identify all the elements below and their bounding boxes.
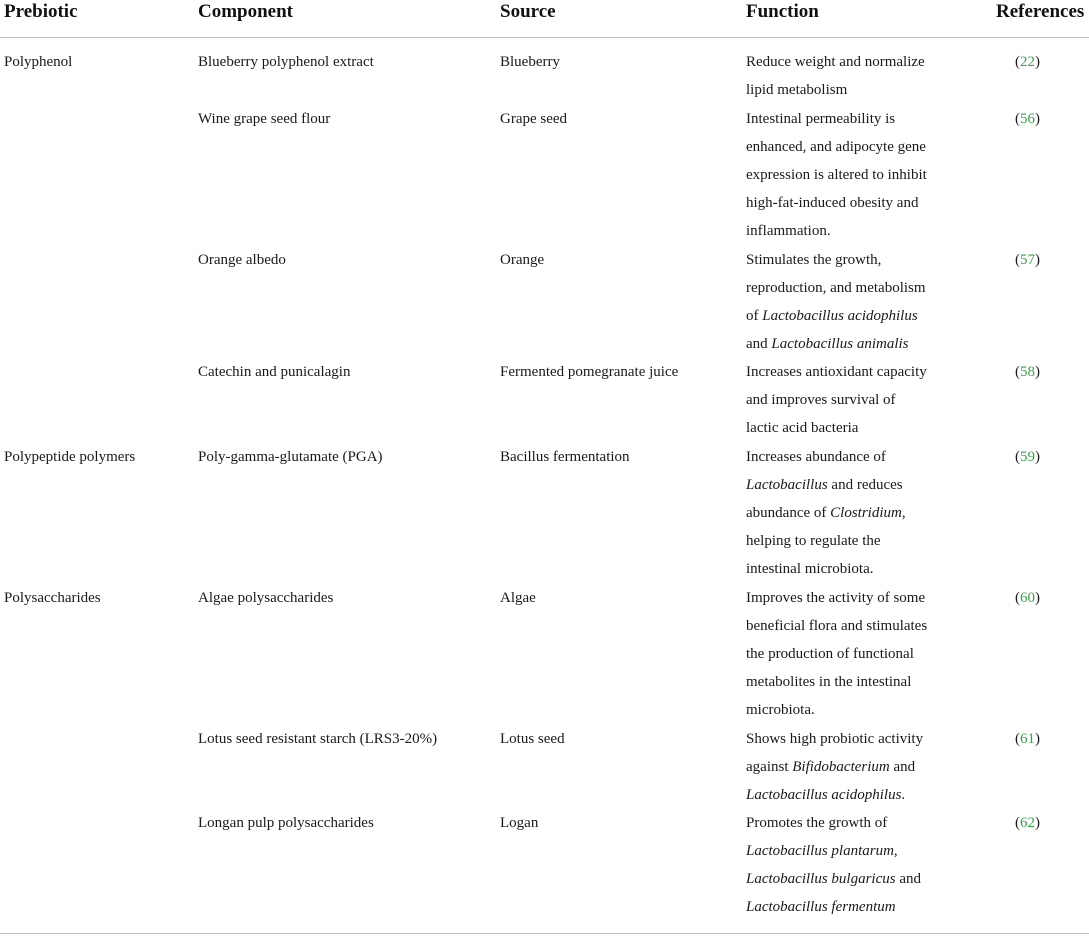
taxon-name: Lactobacillus acidophilus — [746, 787, 902, 803]
function-text: Stimulates the growth, — [746, 252, 882, 268]
function-cell — [746, 358, 946, 442]
reference-cell: (58) — [1015, 364, 1040, 380]
prebiotic-cell: Polysaccharides — [4, 590, 101, 606]
function-text: of — [746, 308, 763, 324]
function-text: Promotes the growth of — [746, 815, 888, 831]
source-cell: Grape seed — [500, 111, 568, 127]
component-cell: Wine grape seed flour — [198, 111, 331, 127]
reference-cell: (57) — [1015, 252, 1040, 268]
function-text: , — [901, 505, 906, 521]
component-cell: Algae polysaccharides — [198, 590, 334, 606]
function-text: Increases abundance of — [746, 449, 886, 465]
function-text: and — [746, 336, 772, 352]
function-text: abundance of — [746, 505, 831, 521]
function-text: lipid metabolism — [746, 82, 848, 98]
function-line — [746, 725, 946, 753]
function-text: intestinal microbiota. — [746, 561, 874, 577]
source-cell: Orange — [500, 252, 545, 268]
component-cell: Longan pulp polysaccharides — [198, 815, 374, 831]
function-line — [746, 471, 946, 499]
function-cell — [746, 809, 946, 921]
function-line — [746, 696, 946, 724]
function-text: expression is altered to inhibit — [746, 167, 927, 183]
function-text: Intestinal permeability is — [746, 111, 896, 127]
function-line — [746, 76, 946, 104]
function-line — [746, 809, 946, 837]
header-source: Source — [500, 1, 556, 22]
reference-link[interactable]: 57 — [1020, 252, 1035, 268]
function-line — [746, 189, 946, 217]
component-cell: Lotus seed resistant starch (LRS3-20%) — [198, 731, 438, 747]
function-line — [746, 837, 946, 865]
function-text: helping to regulate the — [746, 533, 881, 549]
function-text: inflammation. — [746, 223, 831, 239]
function-line — [746, 781, 946, 809]
function-line — [746, 246, 946, 274]
component-cell: Orange albedo — [198, 252, 286, 268]
source-cell: Logan — [500, 815, 539, 831]
reference-cell: (22) — [1015, 54, 1040, 70]
function-line — [746, 414, 946, 442]
function-line — [746, 161, 946, 189]
function-line — [746, 443, 946, 471]
component-cell: Blueberry polyphenol extract — [198, 54, 374, 70]
reference-link[interactable]: 60 — [1020, 590, 1035, 606]
function-line — [746, 48, 946, 76]
function-text: beneficial flora and stimulates — [746, 618, 928, 634]
header-divider — [0, 37, 1089, 38]
source-cell: Bacillus fermentation — [500, 449, 630, 465]
function-line — [746, 865, 946, 893]
reference-cell: (56) — [1015, 111, 1040, 127]
source-cell: Lotus seed — [500, 731, 565, 747]
function-line — [746, 555, 946, 583]
function-line — [746, 499, 946, 527]
function-text: and — [895, 871, 922, 887]
function-cell — [746, 105, 946, 245]
taxon-name: Lactobacillus acidophilus — [762, 308, 918, 324]
component-cell: Poly-gamma-glutamate (PGA) — [198, 449, 383, 465]
function-text: the production of functional — [746, 646, 914, 662]
function-cell — [746, 725, 946, 809]
taxon-name: Lactobacillus bulgaricus — [746, 871, 896, 887]
function-text: enhanced, and adipocyte gene — [746, 139, 926, 155]
header-component: Component — [198, 1, 294, 22]
header-prebiotic: Prebiotic — [4, 1, 78, 22]
function-line — [746, 105, 946, 133]
function-text: Reduce weight and normalize — [746, 54, 925, 70]
function-text: Increases antioxidant capacity — [746, 364, 927, 380]
taxon-name: Clostridium — [830, 505, 902, 521]
function-line — [746, 358, 946, 386]
function-text: and — [889, 759, 916, 775]
header-references: References — [996, 1, 1085, 22]
reference-cell: (61) — [1015, 731, 1040, 747]
function-line — [746, 330, 946, 358]
function-line — [746, 612, 946, 640]
reference-cell: (59) — [1015, 449, 1040, 465]
function-text: metabolites in the intestinal — [746, 674, 912, 690]
reference-link[interactable]: 22 — [1020, 54, 1035, 70]
source-cell: Fermented pomegranate juice — [500, 364, 679, 380]
reference-link[interactable]: 56 — [1020, 111, 1035, 127]
function-line — [746, 133, 946, 161]
prebiotic-cell: Polyphenol — [4, 54, 73, 70]
function-line — [746, 217, 946, 245]
taxon-name: Lactobacillus plantarum — [746, 843, 894, 859]
function-text: lactic acid bacteria — [746, 420, 859, 436]
prebiotic-cell: Polypeptide polymers — [4, 449, 136, 465]
function-text: Shows high probiotic activity — [746, 731, 924, 747]
taxon-name: Lactobacillus animalis — [771, 336, 909, 352]
function-line — [746, 302, 946, 330]
function-text: and reduces — [827, 477, 903, 493]
function-cell — [746, 246, 946, 358]
reference-cell: (60) — [1015, 590, 1040, 606]
function-line — [746, 640, 946, 668]
taxon-name: Lactobacillus fermentum — [746, 899, 896, 915]
function-text: against — [746, 759, 793, 775]
taxon-name: Lactobacillus — [746, 477, 828, 493]
source-cell: Blueberry — [500, 54, 560, 70]
taxon-name: Bifidobacterium — [792, 759, 890, 775]
reference-link[interactable]: 62 — [1020, 815, 1035, 831]
function-text: . — [901, 787, 906, 803]
function-cell — [746, 443, 946, 583]
function-text: Improves the activity of some — [746, 590, 926, 606]
function-text: reproduction, and metabolism — [746, 280, 926, 296]
source-cell: Algae — [500, 590, 536, 606]
table-bottom-divider — [0, 933, 1089, 934]
function-line — [746, 668, 946, 696]
function-cell — [746, 48, 946, 104]
function-text: , — [893, 843, 898, 859]
function-line — [746, 386, 946, 414]
reference-link[interactable]: 61 — [1020, 731, 1035, 747]
reference-link[interactable]: 59 — [1020, 449, 1035, 465]
function-line — [746, 753, 946, 781]
reference-link[interactable]: 58 — [1020, 364, 1035, 380]
function-line — [746, 584, 946, 612]
header-function: Function — [746, 1, 819, 22]
function-text: and improves survival of — [746, 392, 896, 408]
function-text: microbiota. — [746, 702, 815, 718]
function-line — [746, 274, 946, 302]
reference-cell: (62) — [1015, 815, 1040, 831]
function-text: high-fat-induced obesity and — [746, 195, 919, 211]
component-cell: Catechin and punicalagin — [198, 364, 351, 380]
function-line — [746, 893, 946, 921]
function-cell — [746, 584, 946, 724]
function-line — [746, 527, 946, 555]
